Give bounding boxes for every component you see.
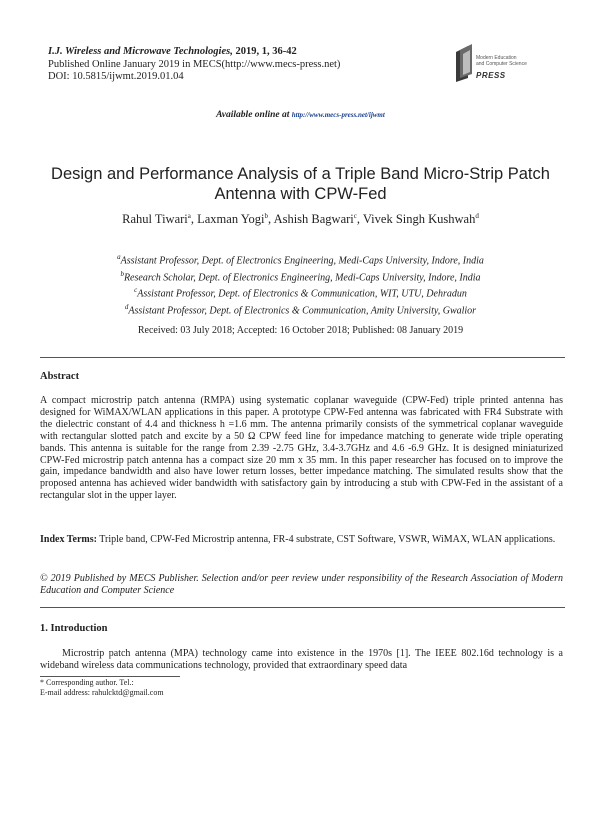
received-dates: Received: 03 July 2018; Accepted: 16 October 2018; Published: 08 January 2019 — [137, 325, 464, 336]
author-sep: , — [356, 212, 363, 227]
logo-press: PRESS — [476, 71, 506, 80]
logo-line-2: and Computer Science — [476, 60, 527, 67]
introduction-heading: 1. Introduction — [40, 623, 108, 634]
copyright-notice: © 2019 Published by MECS Publisher. Selection and/or peer review under responsibility of the Research Association of Modern Education and Computer Science — [40, 573, 563, 596]
affiliation-text: Assistant Professor, Dept. of Electronics & Communication, Amity University, Gwalior — [128, 305, 477, 317]
journal-title: I.J. Wireless and Microwave Technologies, — [48, 46, 233, 57]
affiliation-sup: a — [117, 253, 121, 261]
index-terms-label: Index Terms: — [40, 534, 97, 545]
affiliation-sup: d — [124, 303, 129, 312]
title-line-2: Antenna with CPW-Fed — [214, 185, 387, 203]
author-sep: , — [190, 212, 198, 227]
introduction-body: Microstrip patch antenna (MPA) technology came into existence in the 1970s [1]. The IEEE 802.16d technology is a wideband wireless data communications technology, provided that extraordinary speed data — [40, 648, 563, 671]
affiliation-sup: b — [120, 269, 124, 278]
footnote-line-1: * Corresponding author. Tel.: — [40, 678, 134, 687]
author-list — [30, 212, 571, 227]
index-terms — [40, 534, 563, 546]
available-online — [0, 110, 601, 120]
affiliation-text: Assistant Professor, Dept. of Electronics Engineering, Medi-Caps University, Indore, India — [120, 255, 484, 267]
affiliation-item — [30, 268, 571, 285]
author-sup: c — [353, 212, 357, 220]
author-name: Rahul Tiwari — [122, 212, 188, 227]
affiliation-item — [30, 301, 571, 318]
logo-text — [476, 56, 527, 67]
author-name: Laxman Yogi — [197, 212, 265, 227]
doi-line: DOI: 10.5815/ijwmt.2019.01.04 — [48, 71, 184, 82]
affiliation-item — [30, 251, 571, 268]
journal-issue: 2019, 1, 36-42 — [232, 46, 297, 57]
author-sep: , — [268, 212, 274, 227]
author-sup: a — [187, 212, 191, 220]
divider — [40, 357, 565, 358]
affiliation-text: Research Scholar, Dept. of Electronics Engineering, Medi-Caps University, Indore, India — [123, 272, 481, 284]
book-stack-icon — [454, 44, 474, 84]
abstract-heading: Abstract — [40, 371, 80, 382]
author-sup: d — [475, 212, 479, 220]
affiliation-sup: c — [134, 286, 138, 295]
affiliation-text: Assistant Professor, Dept. of Electronics & Communication, WIT, UTU, Dehradun — [137, 288, 467, 300]
affiliation-item — [30, 284, 571, 301]
footnote-divider — [40, 676, 180, 677]
journal-citation — [48, 46, 340, 59]
footnote — [40, 678, 164, 698]
journal-header — [48, 46, 340, 84]
title-line-1: Design and Performance Analysis of a Triple Band Micro-Strip Patch — [51, 165, 550, 183]
author-name: Vivek Singh Kushwah — [362, 212, 476, 227]
abstract-body: A compact microstrip patch antenna (RMPA) using systematic coplanar waveguide (CPW-Fed) triple printed antenna has designed for WiMAX/WLAN applications in this paper. A prototype CPW-Fed antenna was fabricated with FR4 Substrate with the dielectric constant of 4.4 and thickness h =1.6 mm. The antenna primarily consists of the symmetrical coplanar waveguide with rectangular slotted patch and excite by a 50 Ω CPW feed line for impedance matching to generate wide triple operating bands. This antenna is suitable for the range from 2.39 -2.75 GHz, 3.4-3.7GHz and 4.6 -6.9 GHz. It is designed miniaturized CPW-Fed microstrip patch antenna has a compact size 20 mm x 35 mm. In this paper researcher has focused on to improve the gain, impedance bandwidth and also have lower return losses, better impedance matching. The simulated results show that the proposed antenna has achieved wider bandwidth with satisfactory gain by introducing a stub with CPW-Fed in the assistant of a rectangular slot in the upper layer. — [40, 395, 563, 502]
publisher-logo — [454, 40, 558, 92]
affiliation-list — [30, 251, 571, 318]
footnote-line-2: E-mail address: rahulcktd@gmail.com — [40, 688, 164, 697]
published-line: Published Online January 2019 in MECS(http://www.mecs-press.net) — [48, 58, 341, 70]
logo-line-1: Modern Education — [476, 55, 517, 61]
author-sup: b — [264, 212, 268, 220]
divider — [40, 607, 565, 608]
journal-url-link[interactable]: http://www.mecs-press.net/ijwmt — [291, 111, 385, 119]
available-label: Available online at — [216, 110, 292, 120]
index-terms-text: Triple band, CPW-Fed Microstrip antenna, FR-4 substrate, CST Software, VSWR, WiMAX, WLAN applications. — [96, 534, 556, 545]
author-name: Ashish Bagwari — [273, 212, 354, 227]
paper-title — [30, 164, 571, 204]
